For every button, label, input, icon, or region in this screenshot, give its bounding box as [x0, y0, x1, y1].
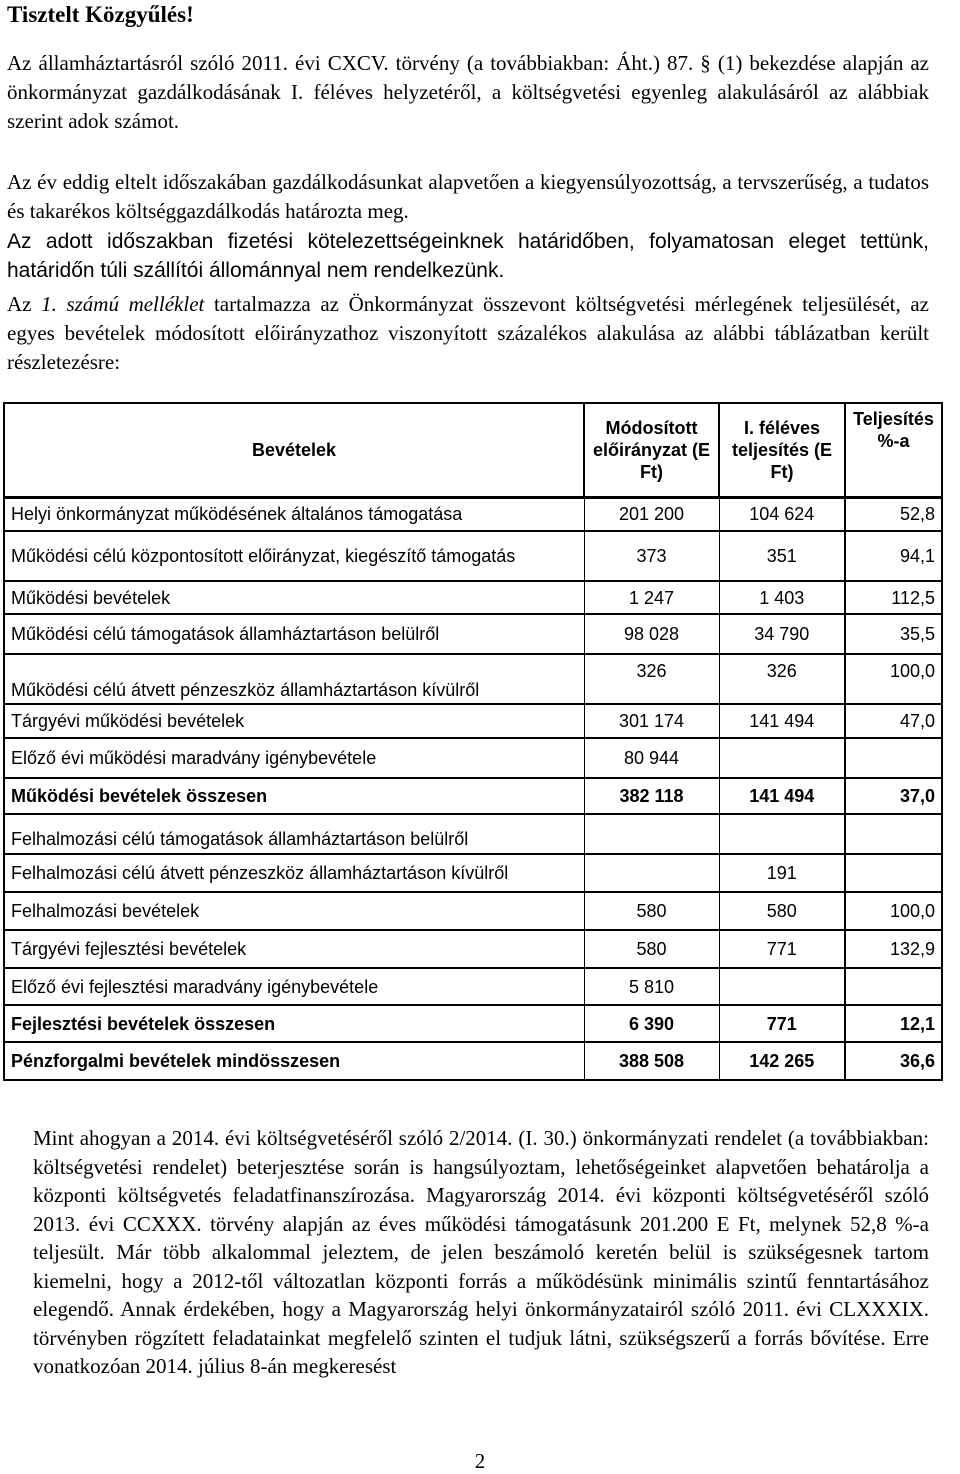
row-modified: 580 — [584, 892, 719, 930]
row-label: Fejlesztési bevételek összesen — [4, 1005, 584, 1042]
row-performance: 1 403 — [719, 581, 845, 614]
annex-paragraph — [7, 290, 929, 377]
row-modified: 80 944 — [584, 738, 719, 778]
row-label: Előző évi működési maradvány igénybevétele — [4, 738, 584, 778]
row-percent: 37,0 — [845, 778, 942, 814]
table-row — [4, 497, 942, 531]
row-label: Tárgyévi fejlesztési bevételek — [4, 930, 584, 968]
table-row — [4, 654, 942, 704]
row-performance: 191 — [719, 854, 845, 892]
table-row-total — [4, 1042, 942, 1080]
row-label: Működési célú támogatások államháztartáson belülről — [4, 614, 584, 654]
row-modified — [584, 814, 719, 854]
row-modified: 388 508 — [584, 1042, 719, 1080]
row-performance: 104 624 — [719, 497, 845, 531]
row-modified: 98 028 — [584, 614, 719, 654]
row-modified: 382 118 — [584, 778, 719, 814]
row-label: Felhalmozási célú támogatások államháztartáson belülről — [4, 814, 584, 854]
row-label: Működési célú átvett pénzeszköz államháztartáson kívülről — [4, 654, 584, 704]
row-modified: 201 200 — [584, 497, 719, 531]
row-percent: 132,9 — [845, 930, 942, 968]
row-modified: 1 247 — [584, 581, 719, 614]
management-paragraph: Az év eddig eltelt időszakában gazdálkodásunkat alapvetően a kiegyensúlyozottság, a tervszerűség, a tudatos és takarékos költséggazdálkodás határozta meg. — [7, 170, 929, 223]
intro-paragraph: Az államháztartásról szóló 2011. évi CXCV. törvény (a továbbiakban: Áht.) 87. § (1) bekezdése alapján az önkormányzat gazdálkodásának I. féléves helyzetéről, a költségvetési egyenleg alakulásáról az alábbiak szerint adok számot. — [7, 51, 929, 133]
page-heading: Tisztelt Közgyűlés! — [7, 2, 194, 27]
revenue-table — [3, 402, 943, 1081]
row-performance: 580 — [719, 892, 845, 930]
row-label: Működési bevételek — [4, 581, 584, 614]
row-percent — [845, 854, 942, 892]
row-label: Felhalmozási bevételek — [4, 892, 584, 930]
payment-obligations-paragraph: Az adott időszakban fizetési kötelezettségeinknek határidőben, folyamatosan eleget tettünk, határidőn túli szállítói állománnyal nem rendelkezünk. — [7, 230, 929, 282]
table-row-subtotal — [4, 778, 942, 814]
page-number: 2 — [474, 1449, 486, 1473]
table-row — [4, 581, 942, 614]
row-percent: 47,0 — [845, 704, 942, 738]
row-performance: 141 494 — [719, 778, 845, 814]
row-performance: 326 — [719, 654, 845, 704]
table-row — [4, 531, 942, 581]
row-performance: 142 265 — [719, 1042, 845, 1080]
row-modified: 326 — [584, 654, 719, 704]
row-percent: 100,0 — [845, 654, 942, 704]
annex-paragraph-suffix: tartalmazza az Önkormányzat összevont költségvetési mérlegének teljesülését, az egyes bevételek módosított előirányzathoz viszonyított százalékos alakulása az alábbi táblázatban került részletezésre: — [7, 292, 929, 374]
annex-reference: 1. számú melléklet — [41, 292, 205, 316]
table-row — [4, 704, 942, 738]
table-row — [4, 614, 942, 654]
table-row — [4, 968, 942, 1005]
row-percent — [845, 814, 942, 854]
row-percent — [845, 968, 942, 1005]
row-modified: 373 — [584, 531, 719, 581]
row-modified — [584, 854, 719, 892]
header-half-year-performance: I. féléves teljesítés (E Ft) — [719, 403, 845, 497]
row-percent: 100,0 — [845, 892, 942, 930]
row-modified: 301 174 — [584, 704, 719, 738]
annex-paragraph-prefix: Az — [7, 292, 42, 316]
header-revenues: Bevételek — [4, 403, 584, 497]
row-performance: 351 — [719, 531, 845, 581]
row-label: Előző évi fejlesztési maradvány igénybevétele — [4, 968, 584, 1005]
row-performance: 771 — [719, 1005, 845, 1042]
row-label: Működési célú központosított előirányzat, kiegészítő támogatás — [4, 531, 584, 581]
row-label: Tárgyévi működési bevételek — [4, 704, 584, 738]
row-percent: 35,5 — [845, 614, 942, 654]
row-performance: 34 790 — [719, 614, 845, 654]
row-modified: 580 — [584, 930, 719, 968]
row-percent: 94,1 — [845, 531, 942, 581]
table-row — [4, 814, 942, 854]
row-percent: 52,8 — [845, 497, 942, 531]
row-percent: 112,5 — [845, 581, 942, 614]
row-modified: 5 810 — [584, 968, 719, 1005]
row-percent — [845, 738, 942, 778]
row-performance: 141 494 — [719, 704, 845, 738]
row-performance — [719, 738, 845, 778]
header-performance-percent: Teljesítés %-a — [845, 403, 942, 497]
row-modified: 6 390 — [584, 1005, 719, 1042]
table-row — [4, 738, 942, 778]
row-performance — [719, 968, 845, 1005]
table-row — [4, 854, 942, 892]
row-label: Felhalmozási célú átvett pénzeszköz államháztartáson kívülről — [4, 854, 584, 892]
table-row-subtotal — [4, 1005, 942, 1042]
row-performance: 771 — [719, 930, 845, 968]
row-percent: 12,1 — [845, 1005, 942, 1042]
row-label: Helyi önkormányzat működésének általános támogatása — [4, 497, 584, 531]
row-performance — [719, 814, 845, 854]
row-percent: 36,6 — [845, 1042, 942, 1080]
table-header-row — [4, 403, 942, 497]
table-row — [4, 930, 942, 968]
header-modified-appropriation: Módosított előirányzat (E Ft) — [584, 403, 719, 497]
row-label: Pénzforgalmi bevételek mindösszesen — [4, 1042, 584, 1080]
table-row — [4, 892, 942, 930]
row-label: Működési bevételek összesen — [4, 778, 584, 814]
budget-paragraph: Mint ahogyan a 2014. évi költségvetéséről szóló 2/2014. (I. 30.) önkormányzati rendelet (a továbbiakban: költségvetési rendelet) beterjesztése során is hangsúlyoztam, lehetőségeinket alapvetően behatárolja a központi költségvetés feladatfinanszírozása. Magyarország 2014. évi központi költségvetéséről szóló 2013. évi CCXXX. törvény alapján az éves működési támogatásunk 201.200 E Ft, melynek 52,8 %-a teljesült. Már több alkalommal jeleztem, de jelen beszámoló keretén belül is szükségesnek tartom kiemelni, hogy a 2012-től változatlan központi forrás a működésünk minimális szintű fenntartásához elegendő. Annak érdekében, hogy a Magyarország helyi önkormányzatairól szóló 2011. évi CLXXXIX. törvényben rögzített feladatainkat megfelelő szinten el tudjuk látni, szükségszerű a forrás bővítése. Erre vonatkozóan 2014. július 8-án megkeresést — [33, 1126, 929, 1378]
